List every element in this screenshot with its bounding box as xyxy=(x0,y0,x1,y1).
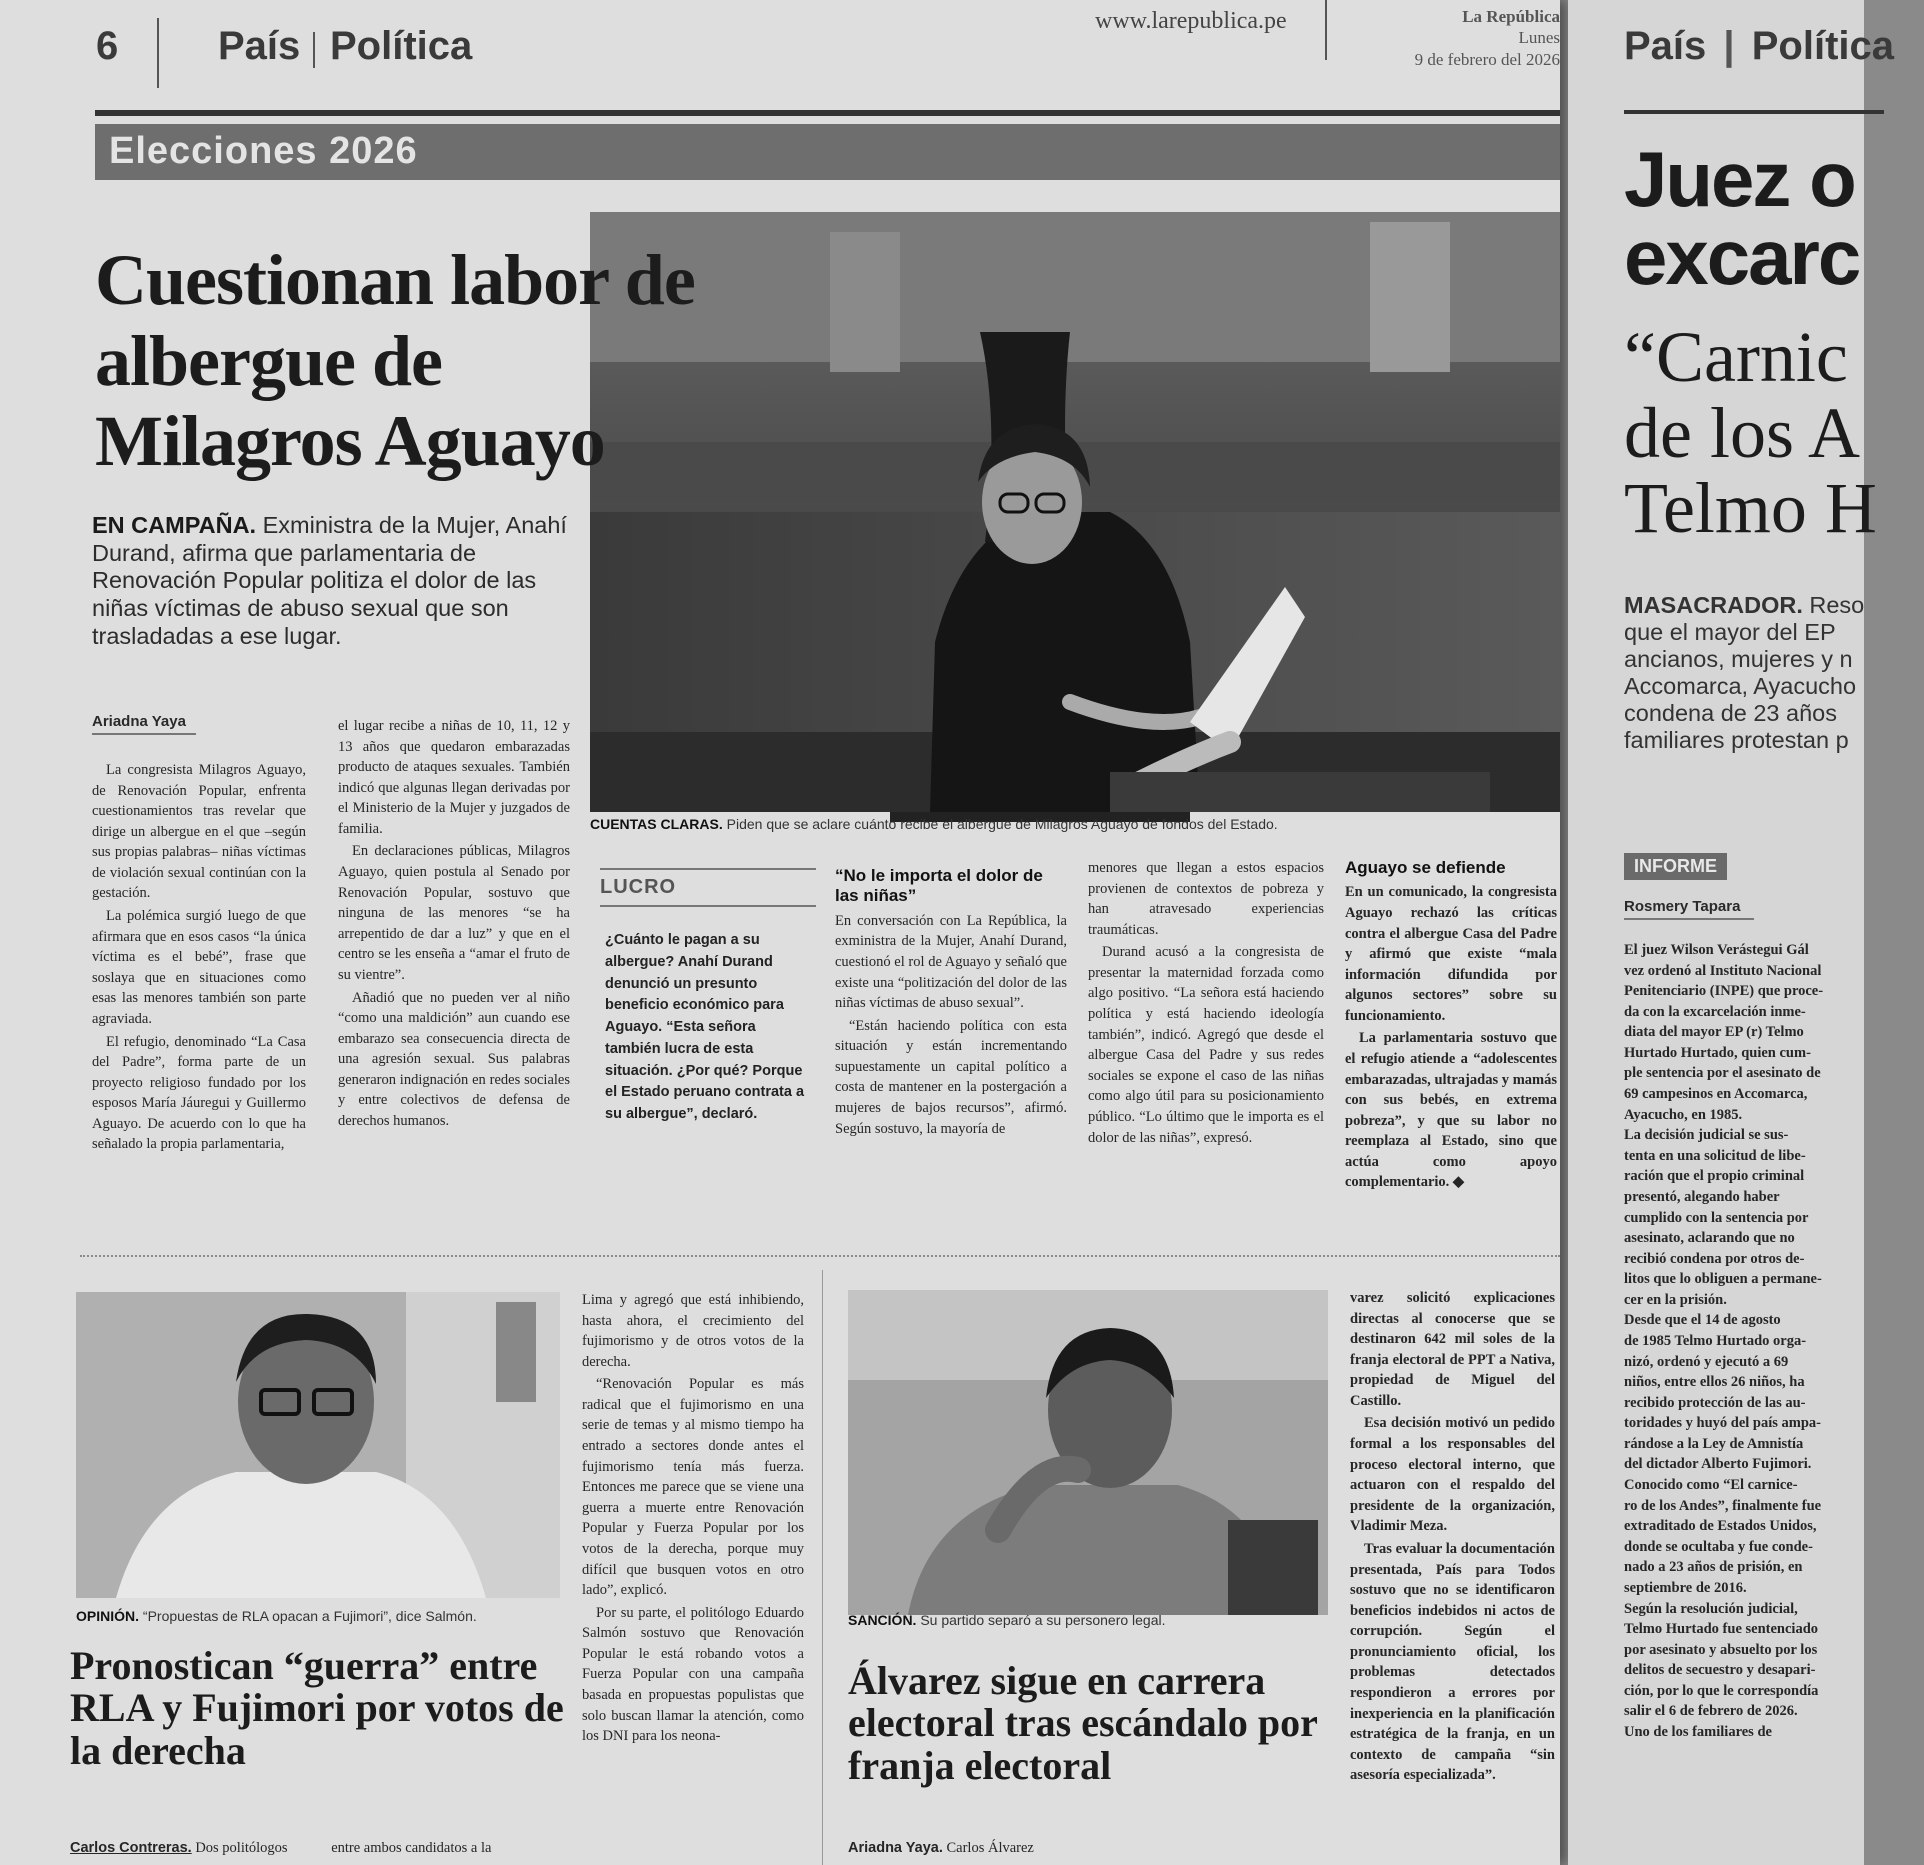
paragraph: La parlamentaria sostuvo que el refugio atiende a “adolescentes embarazadas, ultrajadas y mamás con sus bebés, en extrema pobreza”, y que su labor no reemplaza al Estado, sino que actúa como apoyo complementario. ◆ xyxy=(1345,1030,1557,1191)
column-line: donde se ocultaba y fue conde- xyxy=(1624,1538,1813,1555)
right-section: País xyxy=(1624,24,1707,68)
story2-column xyxy=(582,1290,804,1749)
lead-line: Reso xyxy=(1809,592,1865,618)
caption-label: OPINIÓN. xyxy=(76,1608,140,1624)
caption-label: CUENTAS CLARAS. xyxy=(590,816,723,832)
column-line: rándose a la Ley de Amnistía xyxy=(1624,1435,1804,1452)
column5-subhead: Aguayo se defiende xyxy=(1345,858,1506,877)
paragraph: En un comunicado, la congresista Aguayo rechazó las críticas contra el albergue Casa del Padre y afirmó que existe “mala información difundida por algunos sectores” sobre su funcionamiento. xyxy=(1345,884,1557,1024)
column-line: Conocido como “El carnice- xyxy=(1624,1477,1798,1494)
sancion-photo xyxy=(848,1290,1328,1615)
caption-label: SANCIÓN. xyxy=(848,1612,917,1628)
lead-text: Exministra de la Mujer, Anahí Durand, afirma que parlamentaria de Renovación Popular politiza el dolor de las niñas víctimas de abuso sexual que son trasladadas a ese lugar. xyxy=(92,512,567,649)
column-line: diata del mayor EP (r) Telmo xyxy=(1624,1024,1804,1041)
sancion-caption xyxy=(848,1612,1318,1628)
headline-line: de los A xyxy=(1624,392,1861,473)
paragraph: Por su parte, el politólogo Eduardo Salmón sostuvo que Renovación Popular le está robando votos a Fuerza Popular con una campaña basada en propuestas populistas que solo buscan llamar la atención, como los DNI para los neona- xyxy=(582,1604,804,1745)
column-line: nado a 23 años de prisión, en xyxy=(1624,1559,1803,1576)
column-line: litos que lo obliguen a permane- xyxy=(1624,1271,1822,1288)
person-portrait-photo xyxy=(76,1292,560,1598)
right-headline-bold xyxy=(1624,135,1860,301)
right-column xyxy=(1624,940,1924,1743)
paragraph: Esa decisión motivó un pedido formal a los responsables del proceso electoral interno, que actuaron con el respaldo del presidente de la organización, Vladimir Meza. xyxy=(1350,1415,1555,1535)
story3-byline-row xyxy=(848,1838,1318,1859)
column-line: Telmo Hurtado fue sentenciado xyxy=(1624,1621,1819,1638)
column-line: La decisión judicial se sus- xyxy=(1624,1127,1789,1144)
column-line: cumplido con la sentencia por xyxy=(1624,1209,1809,1226)
informe-tag: INFORME xyxy=(1624,853,1727,880)
paragraph: menores que llegan a estos espacios provienen de contextos de pobreza y han atravesado experiencias traumáticas. xyxy=(1088,860,1324,938)
date-box xyxy=(1340,6,1560,70)
headline-line: “Carnic xyxy=(1624,317,1848,397)
right-lead xyxy=(1624,592,1924,754)
congress-session-photo xyxy=(590,212,1560,812)
lead-label: MASACRADOR. xyxy=(1624,592,1803,618)
opinion-caption xyxy=(76,1608,566,1624)
page-number: 6 xyxy=(96,24,119,68)
masthead-divider xyxy=(1325,0,1327,60)
story3-byline-text: Carlos Álvarez xyxy=(946,1840,1034,1856)
column-line: delitos de secuestro y desapari- xyxy=(1624,1662,1816,1679)
right-byline: Rosmery Tapara xyxy=(1624,898,1754,920)
paragraph: “Renovación Popular es más radical que el fujimorismo en una serie de temas y al mismo tiempo ha entrado a sectores donde antes el fujimorismo tenía más fuerza. Entonces me parece que se viene una guerra a muerte entre Renovación Popular y Fuerza Popular por los votos de la derecha, porque muy difícil que busquen votos en otro lado”, explicó. xyxy=(582,1376,804,1599)
main-column-1 xyxy=(92,760,306,1157)
main-column-4 xyxy=(1088,858,1324,1150)
column-line: toridades y huyó del país ampa- xyxy=(1624,1415,1821,1432)
column-line: nizó, ordenó y ejecutó a 69 xyxy=(1624,1353,1789,1370)
paragraph: el lugar recibe a niñas de 10, 11, 12 y 13 años que quedaron embarazadas producto de ataques sexuales. También indicó que algunas llegan derivadas por el Ministerio de la Mujer y juzgados de familia. xyxy=(338,718,570,837)
main-column-5 xyxy=(1345,858,1557,1195)
main-byline: Ariadna Yaya xyxy=(92,713,196,735)
right-newspaper-page xyxy=(1568,0,1895,1865)
story2-byline-row xyxy=(70,1838,590,1859)
lead-line: familiares protestan p xyxy=(1624,727,1849,754)
sidebar-text: ¿Cuánto le pagan a su albergue? Anahí Durand denunció un presunto beneficio económico para Aguayo. “Esta señora también lucra de esta situación. ¿Por qué? Porque el Estado peruano contrata a su albergue”, declaró. xyxy=(605,932,805,1122)
paragraph: Añadió que no pueden ver al niño “como una maldición” aun cuando ese embarazo sea consecuencia directa de una agresión sexual. Sus palabras generaron indignación en redes sociales y entre colectivos de defensa de derechos humanos. xyxy=(338,989,570,1129)
opinion-photo xyxy=(76,1292,560,1598)
column-line: Desde que el 14 de agosto xyxy=(1624,1312,1781,1329)
paragraph: Durand acusó a la congresista de presentar la maternidad forzada como algo positivo. “La señora está haciendo política y está haciendo ideología también”, indicó. Agregó que desde el albergue Casa del Padre y sus redes sociales se expone el caso de las niñas como algo útil para su posicionamiento público. “Lo último que le importa es el dolor de las niñas”, expresó. xyxy=(1088,944,1324,1146)
header-divider xyxy=(157,18,159,88)
story3-byline: Ariadna Yaya. xyxy=(848,1840,943,1856)
column-line: recibido protección de las au- xyxy=(1624,1394,1806,1411)
website-url: www.larepublica.pe xyxy=(1095,8,1287,34)
lead-line: condena de 23 años xyxy=(1624,700,1837,727)
main-column-2 xyxy=(338,716,570,1134)
main-column-3 xyxy=(835,866,1067,1141)
column-line: niños, entre ellos 26 niños, ha xyxy=(1624,1374,1805,1391)
story2-headline: Pronostican “guerra” entre RLA y Fujimori por votos de la derecha xyxy=(70,1643,564,1773)
caption-text: Piden que se aclare cuánto recibe el albergue de Milagros Aguayo de fondos del Estado. xyxy=(726,816,1278,832)
candidate-photo xyxy=(848,1290,1328,1615)
column-line: Hurtado Hurtado, quien cum- xyxy=(1624,1044,1811,1061)
section-name: País xyxy=(218,24,301,68)
right-subsection: Política xyxy=(1751,24,1895,68)
right-top-rule xyxy=(1624,110,1884,114)
column-line: ple sentencia por el asesinato de xyxy=(1624,1065,1821,1082)
column-line: recibió condena por otros de- xyxy=(1624,1250,1805,1267)
story3-headline: Álvarez sigue en carrera electoral tras escándalo por franja electoral xyxy=(848,1658,1318,1788)
column-line: Según la resolución judicial, xyxy=(1624,1600,1798,1617)
subsection-name: Política xyxy=(330,24,473,68)
column-divider xyxy=(822,1270,823,1865)
section-divider xyxy=(313,32,315,68)
lead-line: que el mayor del EP xyxy=(1624,619,1836,646)
column-line: por asesinato y absuelto por los xyxy=(1624,1641,1818,1658)
paragraph: varez solicitó explicaciones directas al conocerse que se destinaron 642 mil soles de la franja electoral de PPT a Nativa, propiedad de Miguel del Castillo. xyxy=(1350,1290,1555,1409)
column-line: da con la excarcelación inme- xyxy=(1624,1003,1806,1020)
elections-banner xyxy=(95,124,1560,180)
story2-byline-text2: entre ambos candidatos a la xyxy=(331,1840,492,1856)
lead-label: EN CAMPAÑA. xyxy=(92,512,257,538)
story2-byline-text: Dos politólogos xyxy=(195,1840,288,1856)
lead-line: ancianos, mujeres y n xyxy=(1624,646,1853,673)
paragraph: El refugio, denominado “La Casa del Padre”, forma parte de un proyecto religioso fundado por los esposos María Jáuregui y Guillermo Aguayo. De acuerdo con lo que ha señalado la propia parlamentaria, xyxy=(92,1033,306,1153)
column-line: del dictador Alberto Fujimori. xyxy=(1624,1456,1812,1473)
column-line: tenta en una solicitud de libe- xyxy=(1624,1147,1806,1164)
column-line: Penitenciario (INPE) que proce- xyxy=(1624,983,1824,1000)
main-photo-caption xyxy=(590,816,1560,832)
paragraph: Tras evaluar la documentación presentada, País para Todos sostuvo que no se identificaron beneficios indebidos ni actos de corrupción. Según el pronunciamiento oficial, los problemas detectados respondieron a errores por inexperiencia en la planificación estratégica de la franja, en un contexto de campaña “sin asesoría especializada”. xyxy=(1350,1540,1555,1784)
story2-byline: Carlos Contreras. xyxy=(70,1840,192,1856)
sidebar-label: LUCRO xyxy=(600,876,677,898)
main-headline: Cuestionan labor de albergue de Milagros Aguayo xyxy=(95,240,695,482)
main-story-photo xyxy=(590,212,1560,812)
story3-column xyxy=(1350,1288,1555,1788)
caption-text: Su partido separó a su personero legal. xyxy=(920,1612,1166,1628)
lucro-sidebar xyxy=(600,868,816,907)
paragraph: La polémica surgió luego de que afirmara que en esos casos “la única víctima es el bebé”, frase que soslaya que en situaciones como esas las menores también son parte agraviada. xyxy=(92,908,306,1027)
paragraph: “Están haciendo política con esta situación y están incrementando supuestamente un capital político a costa de mantener en la postergación a mujeres de bajos recursos”, afirmó. Según sostuvo, la mayoría de xyxy=(835,1017,1067,1137)
headline-line: Juez o xyxy=(1624,135,1855,223)
weekday: Lunes xyxy=(1518,28,1560,48)
column-line: ro de los Andes”, finalmente fue xyxy=(1624,1497,1822,1514)
main-lead xyxy=(92,512,572,651)
column-line: asesinato, aclarando que no xyxy=(1624,1230,1795,1247)
right-headline-serif xyxy=(1624,317,1877,549)
headline-line: Telmo H xyxy=(1624,468,1877,549)
column-line: cer en la prisión. xyxy=(1624,1291,1727,1308)
paragraph: La congresista Milagros Aguayo, de Renovación Popular, enfrenta cuestionamientos tras revelar que dirige un albergue en el que –según sus propias palabras– niñas víctimas de violación sexual continúan con la gestación. xyxy=(92,762,306,902)
column-line: Uno de los familiares de xyxy=(1624,1723,1772,1740)
banner-title: Elecciones 2026 xyxy=(109,130,418,172)
column-line: presentó, alegando haber xyxy=(1624,1188,1780,1205)
column-line: ción, por lo que le correspondía xyxy=(1624,1682,1819,1699)
right-section-header: País | Política xyxy=(1624,24,1895,68)
headline-line: excarc xyxy=(1624,213,1860,301)
top-rule xyxy=(95,110,1560,116)
column-line: extraditado de Estados Unidos, xyxy=(1624,1518,1817,1535)
date: 9 de febrero del 2026 xyxy=(1414,49,1560,69)
column-line: 69 campesinos en Accomarca, xyxy=(1624,1086,1808,1103)
column-line: ración que el propio criminal xyxy=(1624,1168,1805,1185)
column-line: de 1985 Telmo Hurtado orga- xyxy=(1624,1332,1807,1349)
caption-text: “Propuestas de RLA opacan a Fujimori”, dice Salmón. xyxy=(142,1608,477,1624)
paragraph: Lima y agregó que está inhibiendo, hasta ahora, el crecimiento del fujimorismo y de otros votos de la derecha. xyxy=(582,1292,804,1370)
column-line: vez ordenó al Instituto Nacional xyxy=(1624,962,1822,979)
column-line: septiembre de 2016. xyxy=(1624,1579,1747,1596)
column-line: salir el 6 de febrero de 2026. xyxy=(1624,1703,1798,1720)
lead-line: Accomarca, Ayacucho xyxy=(1624,673,1857,700)
column-line: El juez Wilson Verástegui Gál xyxy=(1624,942,1809,958)
column3-subhead: “No le importa el dolor de las niñas” xyxy=(835,866,1043,906)
paragraph: En conversación con La República, la exministra de la Mujer, Anahí Durand, cuestionó el rol de Aguayo y señaló que existe una “politización del dolor de las niñas víctimas de abuso sexual”. xyxy=(835,912,1067,1012)
paragraph: En declaraciones públicas, Milagros Aguayo, quien postula al Senado por Renovación Popular, sostuvo que ninguna de las menores “se ha arrepentido de dar a luz” y que en el centro se les enseña a “amar el fruto de su vientre”. xyxy=(338,843,570,983)
column-line: Ayacucho, en 1985. xyxy=(1624,1106,1743,1123)
masthead-short: La República xyxy=(1462,7,1560,26)
story-separator xyxy=(80,1255,1560,1258)
